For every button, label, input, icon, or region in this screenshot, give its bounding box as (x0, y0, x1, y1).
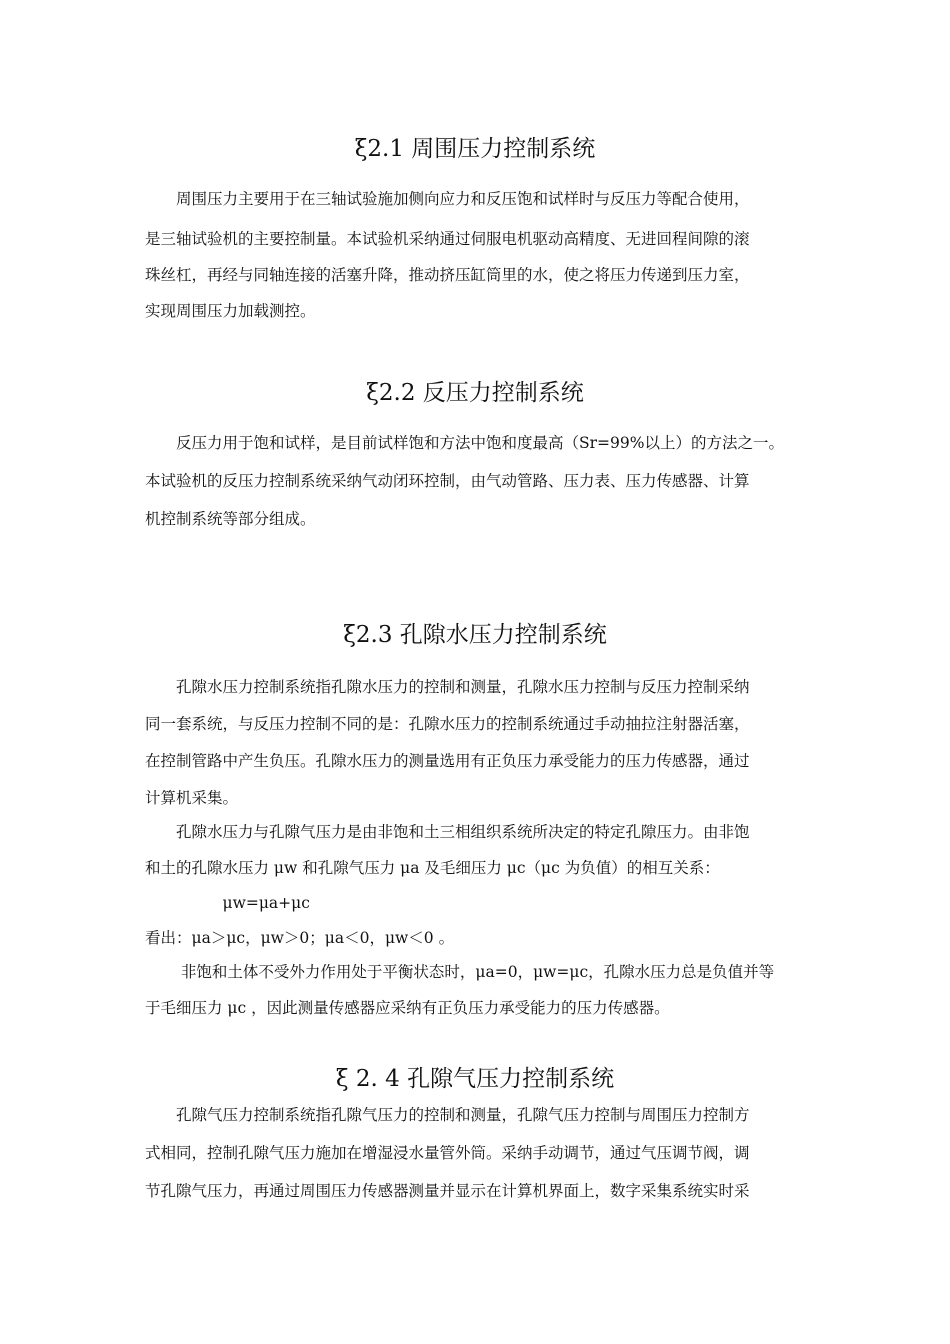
paragraph-line: 式相同，控制孔隙气压力施加在增湿浸水量管外筒。采纳手动调节，通过气压调节阀，调 (145, 1144, 750, 1162)
paragraph-line: 非饱和土体不受外力作用处于平衡状态时，μa=0，μw=μc，孔隙水压力总是负值并等 (145, 963, 775, 981)
section-heading-2-4: ξ 2. 4 孔隙气压力控制系统 (335, 1066, 615, 1092)
paragraph-line: 看出：μa＞μc，μw＞0；μa＜0，μw＜0 。 (145, 929, 455, 947)
paragraph-line: 和土的孔隙水压力 μw 和孔隙气压力 μa 及毛细压力 μc（μc 为负值）的相互关系： (145, 859, 720, 877)
paragraph-line: 孔隙水压力控制系统指孔隙水压力的控制和测量，孔隙水压力控制与反压力控制采纳 (145, 678, 750, 696)
paragraph-line: 反压力用于饱和试样，是目前试样饱和方法中饱和度最高（Sr=99%以上）的方法之一。 (145, 434, 784, 452)
paragraph-line: 计算机采集。 (145, 789, 239, 807)
paragraph-line: 机控制系统等部分组成。 (145, 510, 316, 528)
paragraph-line: 同一套系统，与反压力控制不同的是：孔隙水压力的控制系统通过手动抽拉注射器活塞， (145, 715, 750, 733)
paragraph-line: 在控制管路中产生负压。孔隙水压力的测量选用有正负压力承受能力的压力传感器，通过 (145, 752, 750, 770)
paragraph-line: 本试验机的反压力控制系统采纳气动闭环控制，由气动管路、压力表、压力传感器、计算 (145, 472, 750, 490)
paragraph-line: 节孔隙气压力，再通过周围压力传感器测量并显示在计算机界面上，数字采集系统实时采 (145, 1182, 750, 1200)
section-heading-2-2: ξ2.2 反压力控制系统 (366, 380, 584, 406)
paragraph-line: 孔隙水压力与孔隙气压力是由非饱和土三相组织系统所决定的特定孔隙压力。由非饱 (145, 823, 750, 841)
paragraph-line: 实现周围压力加载测控。 (145, 302, 316, 320)
section-heading-2-3: ξ2.3 孔隙水压力控制系统 (343, 622, 607, 648)
formula-line: μw=μa+μc (145, 894, 310, 912)
paragraph-line: 是三轴试验机的主要控制量。本试验机采纳通过伺服电机驱动高精度、无进回程间隙的滚 (145, 230, 750, 248)
paragraph-line: 于毛细压力 μc ，因此测量传感器应采纳有正负压力承受能力的压力传感器。 (145, 999, 670, 1017)
paragraph-line: 孔隙气压力控制系统指孔隙气压力的控制和测量，孔隙气压力控制与周围压力控制方 (145, 1106, 750, 1124)
section-heading-2-1: ξ2.1 周围压力控制系统 (354, 136, 596, 162)
paragraph-line: 珠丝杠，再经与同轴连接的活塞升降，推动挤压缸筒里的水，使之将压力传递到压力室， (145, 266, 750, 284)
paragraph-line: 周围压力主要用于在三轴试验施加侧向应力和反压饱和试样时与反压力等配合使用， (145, 190, 750, 208)
